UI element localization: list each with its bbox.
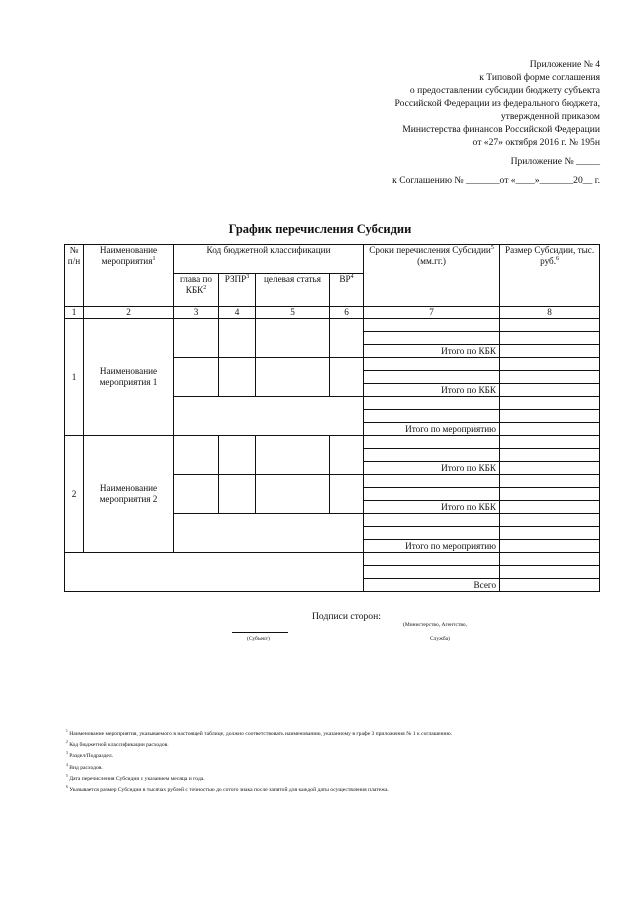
footnote: $^2$ Код бюджетной классификации расходов. [66,740,169,749]
header-line: о предоставлении субсидии бюджету субъекта [409,85,600,96]
header-glava: глава по КБК$^2$ [174,274,219,307]
header-event-name: Наименование мероприятия$^1$ [84,245,174,307]
header-number: № п/н [65,245,84,307]
document-header [300,58,600,149]
column-number: 4 [219,307,256,319]
header-subsidy-amount: Размер Субсидии, тыс. руб.$^6$ [500,245,600,307]
footnote: $^5$ Дата перечисления Субсидии с указанием месяца и года. [66,773,205,782]
header-line: Российской Федерации из федерального бюджета, [394,98,600,109]
column-number: 1 [65,307,84,319]
event-name: Наименование мероприятия 2 [84,436,174,553]
header-line: Приложение № 4 [529,59,600,70]
column-number: 3 [174,307,219,319]
footnote: $^4$ Вид расходов. [66,762,103,771]
document-title: График перечисления Субсидии [228,222,412,236]
signature-caption-subject: (Субъект) [247,636,270,642]
column-number: 5 [256,307,330,319]
signature-line [232,632,288,633]
column-number: 8 [500,307,600,319]
signatures-title: Подписи сторон: [312,611,381,622]
grand-total: Всего [364,579,500,592]
header-line: Министерства финансов Российской Федерации [402,124,600,135]
subsidy-schedule-table [64,244,600,592]
subtotal-kbk: Итого по КБК [364,345,500,358]
subtotal-kbk: Итого по КБК [364,501,500,514]
subtotal-event: Итого по мероприятию [364,540,500,553]
header-line: утвержденной приказом [500,111,600,122]
row-number: 2 [65,436,84,553]
header-line: от «27» октября 2016 г. № 195н [472,137,600,148]
subtotal-event: Итого по мероприятию [364,423,500,436]
agreement-reference: к Соглашению № _______от «____»_______20__ г. [392,175,600,186]
footnote: $^1$ Наименование мероприятия, указываемого в настоящей таблице, должно соответствовать наименованию, указанному в графе 3 приложения № 1 к соглашению. [66,729,453,737]
column-number: 2 [84,307,174,319]
header-line: к Типовой форме соглашения [479,72,600,83]
subtotal-kbk: Итого по КБК [364,462,500,475]
subtotal-kbk: Итого по КБК [364,384,500,397]
appendix-number: Приложение № _____ [510,156,600,167]
header-vr: $ВР^4$ [330,274,364,307]
signature-caption-ministry: (Министерство, Агентство, [403,622,468,628]
header-rzpr: РЗПР$^3$ [219,274,256,307]
header-budget-code: Код бюджетной классификации [174,245,364,274]
footnote: $^3$ Раздел/Подраздел. [66,751,114,760]
header-target-article: целевая статья [256,274,330,307]
row-number: 1 [65,319,84,436]
footnotes [66,729,606,796]
signature-caption-service: Служба) [430,636,450,642]
column-number: 6 [330,307,364,319]
column-number: 7 [364,307,500,319]
header-transfer-dates: Сроки перечисления Субсидии$^5$ (мм.гг.) [364,245,500,307]
footnote: $^6$ Указывается размер Субсидии в тысячах рублей с точностью до сотого знака после запятой для каждой даты осуществления платежа. [66,785,389,794]
event-name: Наименование мероприятия 1 [84,319,174,436]
